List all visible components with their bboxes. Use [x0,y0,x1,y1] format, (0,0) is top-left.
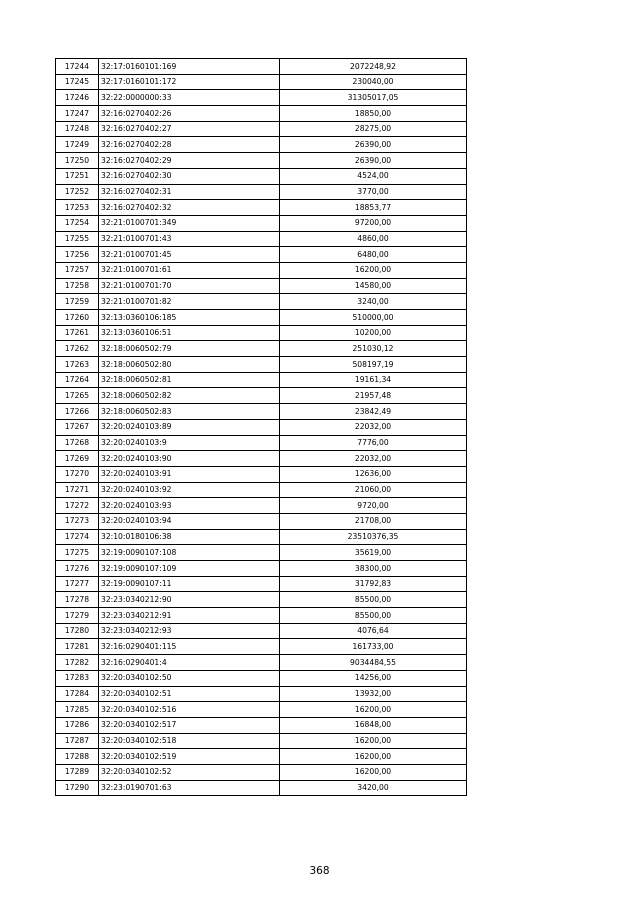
cadastral-number-cell: 32:20:0340102:516 [99,702,280,718]
value-cell: 21708,00 [280,513,467,529]
table-row [56,215,467,231]
value-cell: 2072248,92 [280,59,467,75]
cadastral-number-cell: 32:20:0240103:9 [99,435,280,451]
row-number-cell: 17285 [56,702,99,718]
table-row [56,294,467,310]
table-row [56,686,467,702]
row-number-cell: 17287 [56,733,99,749]
row-number-cell: 17249 [56,137,99,153]
row-number-cell: 17264 [56,372,99,388]
row-number-cell: 17255 [56,231,99,247]
row-number-cell: 17276 [56,561,99,577]
table-row [56,121,467,137]
row-number-cell: 17256 [56,247,99,263]
cadastral-number-cell: 32:16:0290401:4 [99,655,280,671]
row-number-cell: 17283 [56,670,99,686]
cadastral-number-cell: 32:20:0340102:517 [99,717,280,733]
row-number-cell: 17266 [56,404,99,420]
cadastral-number-cell: 32:21:0100701:349 [99,215,280,231]
table-row [56,513,467,529]
cadastral-number-cell: 32:19:0090107:11 [99,576,280,592]
table-row [56,592,467,608]
table-row [56,106,467,122]
row-number-cell: 17245 [56,74,99,90]
row-number-cell: 17247 [56,106,99,122]
table-body [56,59,467,796]
cadastral-number-cell: 32:20:0240103:94 [99,513,280,529]
value-cell: 23842,49 [280,404,467,420]
row-number-cell: 17288 [56,749,99,765]
table-row [56,153,467,169]
cadastral-number-cell: 32:20:0340102:51 [99,686,280,702]
value-cell: 510000,00 [280,310,467,326]
table-row [56,435,467,451]
value-cell: 16200,00 [280,733,467,749]
value-cell: 35619,00 [280,545,467,561]
table-row [56,90,467,106]
value-cell: 3420,00 [280,780,467,796]
cadastral-number-cell: 32:21:0100701:82 [99,294,280,310]
cadastral-number-cell: 32:22:0000000:33 [99,90,280,106]
page-number: 368 [309,865,330,877]
cadastral-number-cell: 32:20:0240103:90 [99,451,280,467]
value-cell: 10200,00 [280,325,467,341]
table-row [56,702,467,718]
table-row [56,733,467,749]
value-cell: 31792,83 [280,576,467,592]
table-row [56,749,467,765]
cadastral-number-cell: 32:20:0240103:91 [99,466,280,482]
value-cell: 16200,00 [280,749,467,765]
cadastral-number-cell: 32:23:0340212:91 [99,608,280,624]
row-number-cell: 17248 [56,121,99,137]
cadastral-number-cell: 32:20:0340102:50 [99,670,280,686]
table-row [56,137,467,153]
row-number-cell: 17278 [56,592,99,608]
cadastral-number-cell: 32:23:0190701:63 [99,780,280,796]
cadastral-number-cell: 32:21:0100701:70 [99,278,280,294]
row-number-cell: 17265 [56,388,99,404]
value-cell: 7776,00 [280,435,467,451]
row-number-cell: 17271 [56,482,99,498]
table-row [56,168,467,184]
row-number-cell: 17277 [56,576,99,592]
row-number-cell: 17251 [56,168,99,184]
value-cell: 230040,00 [280,74,467,90]
cadastral-number-cell: 32:16:0270402:32 [99,200,280,216]
row-number-cell: 17258 [56,278,99,294]
row-number-cell: 17260 [56,310,99,326]
cadastral-number-cell: 32:21:0100701:61 [99,262,280,278]
row-number-cell: 17275 [56,545,99,561]
value-cell: 97200,00 [280,215,467,231]
cadastral-number-cell: 32:16:0270402:29 [99,153,280,169]
value-cell: 161733,00 [280,639,467,655]
table-row [56,184,467,200]
row-number-cell: 17268 [56,435,99,451]
table-row [56,670,467,686]
row-number-cell: 17284 [56,686,99,702]
value-cell: 22032,00 [280,419,467,435]
cadastral-number-cell: 32:18:0060502:82 [99,388,280,404]
row-number-cell: 17262 [56,341,99,357]
value-cell: 26390,00 [280,137,467,153]
value-cell: 3240,00 [280,294,467,310]
cadastral-number-cell: 32:16:0270402:26 [99,106,280,122]
table-row [56,576,467,592]
table-row [56,278,467,294]
table-row [56,372,467,388]
cadastral-number-cell: 32:20:0340102:519 [99,749,280,765]
value-cell: 4860,00 [280,231,467,247]
row-number-cell: 17270 [56,466,99,482]
table-row [56,780,467,796]
table-row [56,357,467,373]
cadastral-number-cell: 32:16:0270402:27 [99,121,280,137]
row-number-cell: 17246 [56,90,99,106]
row-number-cell: 17252 [56,184,99,200]
cadastral-number-cell: 32:20:0240103:89 [99,419,280,435]
cadastral-number-cell: 32:23:0340212:90 [99,592,280,608]
value-cell: 6480,00 [280,247,467,263]
cadastral-number-cell: 32:17:0160101:172 [99,74,280,90]
row-number-cell: 17263 [56,357,99,373]
value-cell: 14256,00 [280,670,467,686]
cadastral-number-cell: 32:13:0360106:51 [99,325,280,341]
table-row [56,404,467,420]
value-cell: 4524,00 [280,168,467,184]
cadastral-number-cell: 32:10:0180106:38 [99,529,280,545]
cadastral-number-cell: 32:21:0100701:45 [99,247,280,263]
table-row [56,482,467,498]
table-row [56,623,467,639]
row-number-cell: 17253 [56,200,99,216]
cadastral-number-cell: 32:16:0270402:30 [99,168,280,184]
table-row [56,639,467,655]
cadastral-number-cell: 32:20:0340102:518 [99,733,280,749]
value-cell: 85500,00 [280,608,467,624]
row-number-cell: 17254 [56,215,99,231]
table-row [56,247,467,263]
table-row [56,388,467,404]
table-row [56,561,467,577]
value-cell: 16200,00 [280,262,467,278]
row-number-cell: 17280 [56,623,99,639]
table-row [56,200,467,216]
value-cell: 16848,00 [280,717,467,733]
value-cell: 14580,00 [280,278,467,294]
cadastral-number-cell: 32:20:0240103:93 [99,498,280,514]
row-number-cell: 17274 [56,529,99,545]
value-cell: 21957,48 [280,388,467,404]
cadastral-number-cell: 32:20:0240103:92 [99,482,280,498]
row-number-cell: 17282 [56,655,99,671]
table-row [56,466,467,482]
table-row [56,529,467,545]
row-number-cell: 17279 [56,608,99,624]
table-row [56,545,467,561]
value-cell: 18853,77 [280,200,467,216]
row-number-cell: 17289 [56,764,99,780]
cadastral-number-cell: 32:16:0290401:115 [99,639,280,655]
value-cell: 31305017,05 [280,90,467,106]
value-cell: 251030,12 [280,341,467,357]
cadastral-number-cell: 32:19:0090107:109 [99,561,280,577]
table-row [56,59,467,75]
table-row [56,310,467,326]
table-row [56,717,467,733]
value-cell: 12636,00 [280,466,467,482]
value-cell: 3770,00 [280,184,467,200]
value-cell: 19161,34 [280,372,467,388]
cadastral-number-cell: 32:20:0340102:52 [99,764,280,780]
value-cell: 38300,00 [280,561,467,577]
row-number-cell: 17261 [56,325,99,341]
row-number-cell: 17272 [56,498,99,514]
row-number-cell: 17267 [56,419,99,435]
cadastral-number-cell: 32:17:0160101:169 [99,59,280,75]
table-row [56,341,467,357]
table-row [56,655,467,671]
value-cell: 18850,00 [280,106,467,122]
cadastral-number-cell: 32:19:0090107:108 [99,545,280,561]
value-cell: 9720,00 [280,498,467,514]
value-cell: 4076,64 [280,623,467,639]
value-cell: 508197,19 [280,357,467,373]
table-row [56,231,467,247]
cadastral-number-cell: 32:18:0060502:80 [99,357,280,373]
value-cell: 16200,00 [280,764,467,780]
table-row [56,262,467,278]
table-row [56,764,467,780]
value-cell: 85500,00 [280,592,467,608]
table-row [56,419,467,435]
cadastral-number-cell: 32:18:0060502:79 [99,341,280,357]
cadastral-number-cell: 32:18:0060502:81 [99,372,280,388]
row-number-cell: 17273 [56,513,99,529]
value-cell: 9034484,55 [280,655,467,671]
row-number-cell: 17257 [56,262,99,278]
table-row [56,498,467,514]
table-row [56,608,467,624]
row-number-cell: 17250 [56,153,99,169]
value-cell: 26390,00 [280,153,467,169]
value-cell: 21060,00 [280,482,467,498]
cadastral-value-table [55,58,467,796]
value-cell: 23510376,35 [280,529,467,545]
value-cell: 16200,00 [280,702,467,718]
value-cell: 13932,00 [280,686,467,702]
cadastral-number-cell: 32:23:0340212:93 [99,623,280,639]
cadastral-number-cell: 32:13:0360106:185 [99,310,280,326]
cadastral-number-cell: 32:18:0060502:83 [99,404,280,420]
row-number-cell: 17286 [56,717,99,733]
value-cell: 22032,00 [280,451,467,467]
row-number-cell: 17259 [56,294,99,310]
row-number-cell: 17290 [56,780,99,796]
table-row [56,325,467,341]
table-row [56,451,467,467]
row-number-cell: 17281 [56,639,99,655]
cadastral-number-cell: 32:21:0100701:43 [99,231,280,247]
cadastral-number-cell: 32:16:0270402:28 [99,137,280,153]
row-number-cell: 17244 [56,59,99,75]
row-number-cell: 17269 [56,451,99,467]
table-row [56,74,467,90]
value-cell: 28275,00 [280,121,467,137]
cadastral-number-cell: 32:16:0270402:31 [99,184,280,200]
